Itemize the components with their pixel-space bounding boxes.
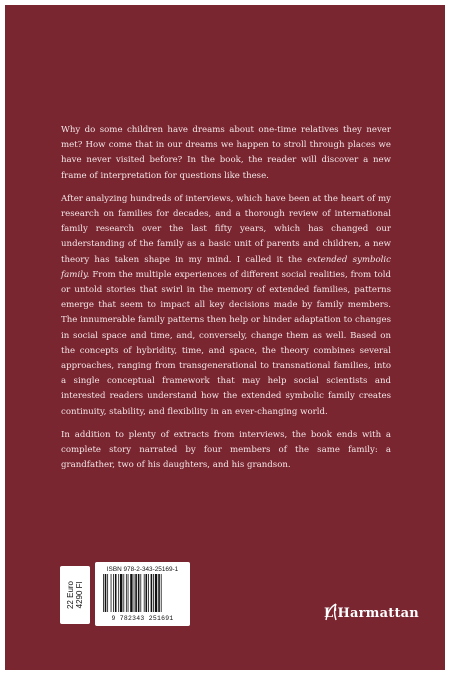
blurb-text [61,123,391,481]
isbn-barcode [95,562,190,626]
price-label [60,566,90,624]
barcode-digits: 9 782343 251691 [111,615,174,622]
blurb-paragraph-2 [61,192,391,420]
publisher-name: L'Harmattan [324,606,419,621]
blurb-paragraph-3: In addition to plenty of extracts from interviews, the book ends with a complete story narrated by four members of the same family: a grandfather, two of his daughters, and his grandson. [61,429,391,471]
price-fcfa: 4290 Fl [75,581,84,609]
isbn-label: ISBN 978-2-343-25169-1 [106,566,179,573]
price-euro: 22 Euro [66,580,75,610]
theory-name-emphasis: extended symbolic family. [61,254,391,280]
blurb-paragraph-1: Why do some children have dreams about one-time relatives they never met? How come that in our dreams we happen to stroll through places we have never visited before? In the book, the reader will discover a new frame of interpretation for questions like these. [61,125,391,181]
blurb-paragraph-2-start: After analyzing hundreds of interviews, which have been at the heart of my research on families for decades, and a thorough review of international family research over the last fifty years, which has changed our understanding of the family as a basic unit of parents and children, a new theory has taken shape in my mind. I called it the [61,193,391,265]
barcode-icon [102,574,184,612]
blurb-paragraph-2-end: From the multiple experiences of different social realities, from told or untold stories that swirl in the memory of extended families, patterns emerge that seem to impact all key decisions made by family members. The innumerable family patterns then help or hinder adaptation to changes in social space and time, and, conversely, change them as well. Based on the concepts of hybridity, time, and space, the theory combines several approaches, ranging from transgenerational to transnational families, into a single conceptual framework that may help social scientists and interested readers understand how the extended symbolic family creates continuity, stability, and flexibility in an ever-changing world. [61,269,391,417]
publisher-logo [318,600,419,624]
